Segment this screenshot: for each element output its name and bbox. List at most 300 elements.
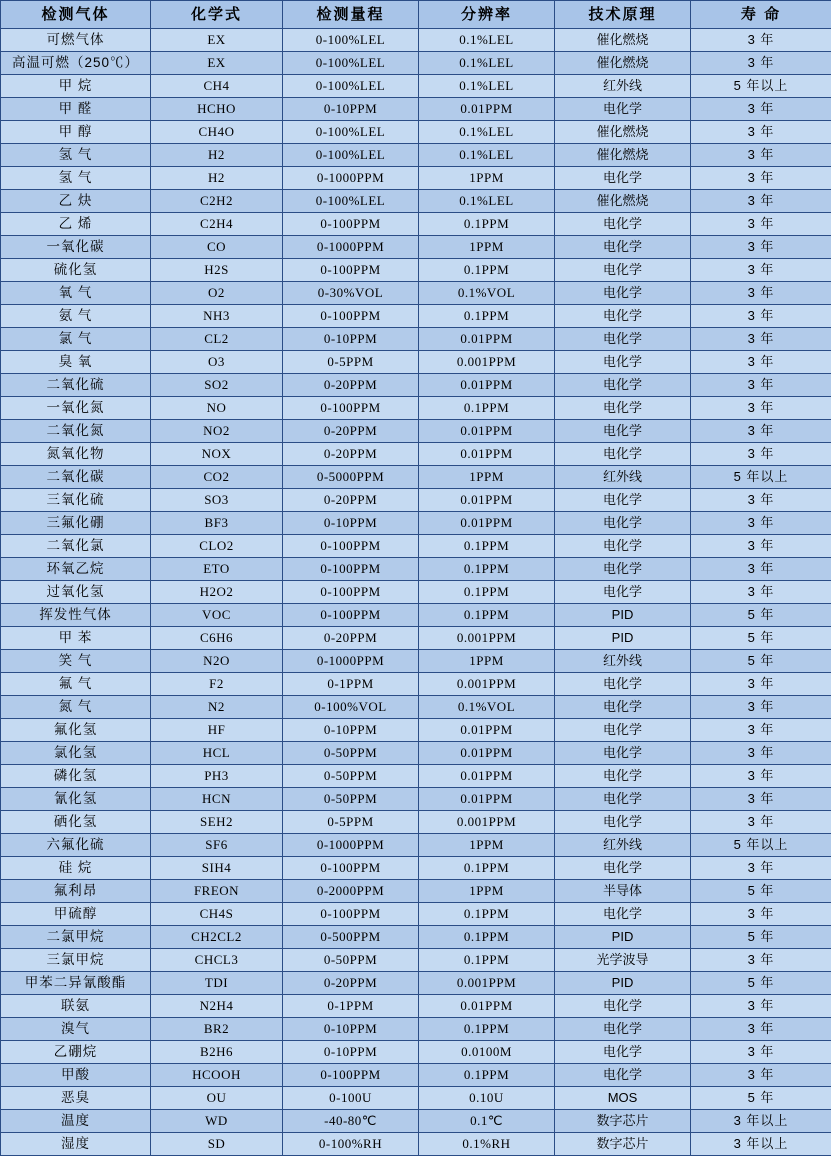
cell-range: 0-5000PPM xyxy=(283,466,419,489)
cell-lifetime: 3 年 xyxy=(691,190,831,213)
cell-principle: 红外线 xyxy=(555,834,691,857)
cell-lifetime: 5 年 xyxy=(691,926,831,949)
cell-formula: O2 xyxy=(151,282,283,305)
cell-range: 0-1000PPM xyxy=(283,650,419,673)
cell-lifetime: 3 年 xyxy=(691,144,831,167)
cell-resolution: 1PPM xyxy=(419,236,555,259)
cell-lifetime: 3 年 xyxy=(691,282,831,305)
cell-lifetime: 3 年 xyxy=(691,236,831,259)
cell-formula: CH4 xyxy=(151,75,283,98)
cell-lifetime: 3 年 xyxy=(691,420,831,443)
cell-principle: 电化学 xyxy=(555,1018,691,1041)
cell-gas: 氮氧化物 xyxy=(1,443,151,466)
cell-lifetime: 3 年 xyxy=(691,29,831,52)
cell-range: 0-1PPM xyxy=(283,673,419,696)
cell-principle: 电化学 xyxy=(555,1041,691,1064)
cell-lifetime: 3 年 xyxy=(691,673,831,696)
cell-lifetime: 3 年 xyxy=(691,351,831,374)
cell-gas: 氮 气 xyxy=(1,696,151,719)
cell-lifetime: 3 年 xyxy=(691,742,831,765)
cell-lifetime: 5 年 xyxy=(691,627,831,650)
cell-lifetime: 3 年 xyxy=(691,98,831,121)
table-row xyxy=(1,397,831,420)
cell-lifetime: 3 年以上 xyxy=(691,1133,831,1156)
cell-resolution: 0.1PPM xyxy=(419,926,555,949)
cell-gas: 一氧化碳 xyxy=(1,236,151,259)
column-header-lifetime: 寿 命 xyxy=(691,1,831,29)
table-row xyxy=(1,811,831,834)
table-row xyxy=(1,1110,831,1133)
cell-range: 0-1000PPM xyxy=(283,167,419,190)
cell-lifetime: 3 年 xyxy=(691,857,831,880)
cell-lifetime: 3 年 xyxy=(691,397,831,420)
cell-formula: H2S xyxy=(151,259,283,282)
cell-lifetime: 3 年 xyxy=(691,167,831,190)
cell-range: 0-100PPM xyxy=(283,604,419,627)
cell-resolution: 0.1%VOL xyxy=(419,282,555,305)
cell-resolution: 0.1PPM xyxy=(419,581,555,604)
cell-range: 0-100%LEL xyxy=(283,144,419,167)
cell-resolution: 0.1PPM xyxy=(419,535,555,558)
cell-gas: 氯 气 xyxy=(1,328,151,351)
cell-principle: PID xyxy=(555,972,691,995)
cell-resolution: 0.001PPM xyxy=(419,972,555,995)
cell-principle: 电化学 xyxy=(555,374,691,397)
cell-formula: F2 xyxy=(151,673,283,696)
cell-formula: VOC xyxy=(151,604,283,627)
column-header-gas: 检测气体 xyxy=(1,1,151,29)
cell-gas: 氟化氢 xyxy=(1,719,151,742)
cell-resolution: 0.01PPM xyxy=(419,719,555,742)
cell-principle: 电化学 xyxy=(555,282,691,305)
cell-lifetime: 3 年 xyxy=(691,52,831,75)
cell-gas: 三氧化硫 xyxy=(1,489,151,512)
cell-range: 0-100PPM xyxy=(283,259,419,282)
cell-resolution: 1PPM xyxy=(419,167,555,190)
cell-formula: EX xyxy=(151,29,283,52)
cell-principle: PID xyxy=(555,604,691,627)
cell-range: 0-20PPM xyxy=(283,489,419,512)
table-row xyxy=(1,535,831,558)
cell-principle: 红外线 xyxy=(555,466,691,489)
cell-resolution: 0.1PPM xyxy=(419,857,555,880)
table-row xyxy=(1,144,831,167)
table-row xyxy=(1,29,831,52)
table-row xyxy=(1,121,831,144)
cell-formula: SIH4 xyxy=(151,857,283,880)
cell-formula: C2H2 xyxy=(151,190,283,213)
cell-range: 0-100PPM xyxy=(283,581,419,604)
cell-principle: 电化学 xyxy=(555,351,691,374)
cell-resolution: 0.1PPM xyxy=(419,903,555,926)
cell-range: 0-1000PPM xyxy=(283,834,419,857)
table-row xyxy=(1,213,831,236)
cell-range: 0-50PPM xyxy=(283,788,419,811)
cell-range: 0-10PPM xyxy=(283,98,419,121)
cell-range: -40-80℃ xyxy=(283,1110,419,1133)
cell-range: 0-100%LEL xyxy=(283,75,419,98)
cell-lifetime: 3 年 xyxy=(691,696,831,719)
cell-formula: SO2 xyxy=(151,374,283,397)
cell-resolution: 0.01PPM xyxy=(419,765,555,788)
cell-gas: 乙 炔 xyxy=(1,190,151,213)
cell-lifetime: 5 年 xyxy=(691,972,831,995)
table-row xyxy=(1,259,831,282)
cell-formula: H2O2 xyxy=(151,581,283,604)
cell-range: 0-5PPM xyxy=(283,351,419,374)
cell-range: 0-50PPM xyxy=(283,742,419,765)
cell-resolution: 0.1℃ xyxy=(419,1110,555,1133)
cell-range: 0-5PPM xyxy=(283,811,419,834)
table-row xyxy=(1,719,831,742)
table-row xyxy=(1,236,831,259)
cell-gas: 甲苯二异氰酸酯 xyxy=(1,972,151,995)
cell-gas: 氟 气 xyxy=(1,673,151,696)
cell-resolution: 0.1%LEL xyxy=(419,121,555,144)
cell-principle: 电化学 xyxy=(555,903,691,926)
cell-range: 0-10PPM xyxy=(283,512,419,535)
cell-lifetime: 3 年 xyxy=(691,535,831,558)
cell-range: 0-20PPM xyxy=(283,420,419,443)
cell-range: 0-1000PPM xyxy=(283,236,419,259)
cell-lifetime: 3 年 xyxy=(691,328,831,351)
cell-formula: CL2 xyxy=(151,328,283,351)
cell-gas: 二氧化碳 xyxy=(1,466,151,489)
table-row xyxy=(1,374,831,397)
table-row xyxy=(1,627,831,650)
cell-formula: HCN xyxy=(151,788,283,811)
table-row xyxy=(1,673,831,696)
cell-formula: PH3 xyxy=(151,765,283,788)
cell-principle: 电化学 xyxy=(555,535,691,558)
cell-gas: 甲 醛 xyxy=(1,98,151,121)
cell-lifetime: 3 年 xyxy=(691,1064,831,1087)
cell-resolution: 0.01PPM xyxy=(419,328,555,351)
cell-resolution: 0.1%VOL xyxy=(419,696,555,719)
cell-principle: 催化燃烧 xyxy=(555,144,691,167)
cell-resolution: 0.1%LEL xyxy=(419,29,555,52)
cell-resolution: 0.1PPM xyxy=(419,1064,555,1087)
cell-gas: 可燃气体 xyxy=(1,29,151,52)
cell-formula: NO2 xyxy=(151,420,283,443)
cell-gas: 三氯甲烷 xyxy=(1,949,151,972)
cell-lifetime: 3 年 xyxy=(691,558,831,581)
cell-resolution: 0.1%LEL xyxy=(419,190,555,213)
cell-gas: 氧 气 xyxy=(1,282,151,305)
cell-gas: 臭 氧 xyxy=(1,351,151,374)
cell-gas: 二氯甲烷 xyxy=(1,926,151,949)
table-row xyxy=(1,420,831,443)
cell-lifetime: 3 年 xyxy=(691,903,831,926)
table-row xyxy=(1,512,831,535)
cell-resolution: 0.01PPM xyxy=(419,98,555,121)
cell-gas: 甲 烷 xyxy=(1,75,151,98)
table-row xyxy=(1,581,831,604)
cell-resolution: 1PPM xyxy=(419,466,555,489)
cell-range: 0-100PPM xyxy=(283,857,419,880)
column-header-formula: 化学式 xyxy=(151,1,283,29)
table-row xyxy=(1,1087,831,1110)
table-row xyxy=(1,489,831,512)
cell-range: 0-100PPM xyxy=(283,305,419,328)
cell-range: 0-500PPM xyxy=(283,926,419,949)
cell-gas: 乙 烯 xyxy=(1,213,151,236)
cell-resolution: 0.1PPM xyxy=(419,604,555,627)
cell-formula: SO3 xyxy=(151,489,283,512)
table-row xyxy=(1,788,831,811)
cell-formula: B2H6 xyxy=(151,1041,283,1064)
cell-gas: 氟利昂 xyxy=(1,880,151,903)
cell-formula: WD xyxy=(151,1110,283,1133)
table-row xyxy=(1,52,831,75)
cell-gas: 氢 气 xyxy=(1,167,151,190)
cell-resolution: 0.1%RH xyxy=(419,1133,555,1156)
cell-principle: PID xyxy=(555,926,691,949)
cell-range: 0-1PPM xyxy=(283,995,419,1018)
cell-range: 0-50PPM xyxy=(283,765,419,788)
cell-lifetime: 3 年 xyxy=(691,443,831,466)
cell-lifetime: 5 年以上 xyxy=(691,834,831,857)
cell-lifetime: 5 年以上 xyxy=(691,466,831,489)
cell-formula: ETO xyxy=(151,558,283,581)
cell-gas: 氯化氢 xyxy=(1,742,151,765)
cell-gas: 挥发性气体 xyxy=(1,604,151,627)
cell-principle: 电化学 xyxy=(555,443,691,466)
cell-formula: FREON xyxy=(151,880,283,903)
cell-lifetime: 3 年 xyxy=(691,121,831,144)
cell-resolution: 0.1PPM xyxy=(419,949,555,972)
cell-gas: 二氧化氮 xyxy=(1,420,151,443)
cell-principle: 电化学 xyxy=(555,512,691,535)
cell-resolution: 0.01PPM xyxy=(419,443,555,466)
cell-resolution: 0.1%LEL xyxy=(419,75,555,98)
cell-principle: 电化学 xyxy=(555,696,691,719)
cell-principle: 电化学 xyxy=(555,489,691,512)
cell-range: 0-20PPM xyxy=(283,443,419,466)
cell-lifetime: 3 年 xyxy=(691,1041,831,1064)
table-row xyxy=(1,650,831,673)
table-row xyxy=(1,351,831,374)
cell-principle: 电化学 xyxy=(555,673,691,696)
table-row xyxy=(1,305,831,328)
table-row xyxy=(1,1064,831,1087)
cell-formula: H2 xyxy=(151,167,283,190)
cell-principle: 电化学 xyxy=(555,98,691,121)
cell-lifetime: 5 年 xyxy=(691,1087,831,1110)
cell-resolution: 0.01PPM xyxy=(419,489,555,512)
cell-gas: 硅 烷 xyxy=(1,857,151,880)
table-row xyxy=(1,466,831,489)
cell-gas: 湿度 xyxy=(1,1133,151,1156)
cell-resolution: 0.01PPM xyxy=(419,995,555,1018)
cell-formula: HCOOH xyxy=(151,1064,283,1087)
cell-gas: 过氧化氢 xyxy=(1,581,151,604)
cell-range: 0-10PPM xyxy=(283,1041,419,1064)
cell-resolution: 0.1PPM xyxy=(419,305,555,328)
cell-lifetime: 3 年以上 xyxy=(691,1110,831,1133)
cell-formula: NOX xyxy=(151,443,283,466)
cell-principle: 电化学 xyxy=(555,765,691,788)
cell-lifetime: 5 年 xyxy=(691,604,831,627)
cell-principle: 电化学 xyxy=(555,259,691,282)
cell-formula: HCHO xyxy=(151,98,283,121)
cell-lifetime: 3 年 xyxy=(691,512,831,535)
cell-gas: 环氧乙烷 xyxy=(1,558,151,581)
cell-principle: 红外线 xyxy=(555,650,691,673)
cell-range: 0-100PPM xyxy=(283,903,419,926)
cell-gas: 甲酸 xyxy=(1,1064,151,1087)
cell-lifetime: 3 年 xyxy=(691,995,831,1018)
cell-gas: 一氧化氮 xyxy=(1,397,151,420)
cell-range: 0-50PPM xyxy=(283,949,419,972)
cell-principle: 电化学 xyxy=(555,328,691,351)
header-row xyxy=(1,1,831,29)
table-row xyxy=(1,1133,831,1156)
cell-gas: 氰化氢 xyxy=(1,788,151,811)
cell-formula: CH4O xyxy=(151,121,283,144)
cell-resolution: 0.1PPM xyxy=(419,558,555,581)
cell-resolution: 0.10U xyxy=(419,1087,555,1110)
table-row xyxy=(1,604,831,627)
table-row xyxy=(1,328,831,351)
cell-resolution: 1PPM xyxy=(419,650,555,673)
cell-lifetime: 3 年 xyxy=(691,765,831,788)
cell-principle: 催化燃烧 xyxy=(555,121,691,144)
cell-range: 0-10PPM xyxy=(283,1018,419,1041)
cell-gas: 温度 xyxy=(1,1110,151,1133)
cell-range: 0-100%LEL xyxy=(283,52,419,75)
cell-principle: MOS xyxy=(555,1087,691,1110)
table-row xyxy=(1,696,831,719)
cell-gas: 氢 气 xyxy=(1,144,151,167)
cell-lifetime: 3 年 xyxy=(691,213,831,236)
cell-gas: 甲硫醇 xyxy=(1,903,151,926)
cell-formula: OU xyxy=(151,1087,283,1110)
cell-resolution: 0.1PPM xyxy=(419,397,555,420)
cell-lifetime: 3 年 xyxy=(691,305,831,328)
cell-principle: 催化燃烧 xyxy=(555,29,691,52)
cell-formula: CH2CL2 xyxy=(151,926,283,949)
cell-formula: O3 xyxy=(151,351,283,374)
cell-resolution: 0.1%LEL xyxy=(419,52,555,75)
cell-formula: SD xyxy=(151,1133,283,1156)
cell-formula: C2H4 xyxy=(151,213,283,236)
cell-gas: 笑 气 xyxy=(1,650,151,673)
cell-formula: N2O xyxy=(151,650,283,673)
cell-gas: 甲 苯 xyxy=(1,627,151,650)
cell-principle: 催化燃烧 xyxy=(555,190,691,213)
cell-gas: 乙硼烷 xyxy=(1,1041,151,1064)
cell-resolution: 0.01PPM xyxy=(419,420,555,443)
table-row xyxy=(1,1018,831,1041)
cell-gas: 高温可燃（250℃） xyxy=(1,52,151,75)
cell-range: 0-30%VOL xyxy=(283,282,419,305)
cell-formula: N2 xyxy=(151,696,283,719)
cell-principle: 数字芯片 xyxy=(555,1133,691,1156)
cell-gas: 二氧化硫 xyxy=(1,374,151,397)
column-header-principle: 技术原理 xyxy=(555,1,691,29)
cell-gas: 氨 气 xyxy=(1,305,151,328)
cell-gas: 三氟化硼 xyxy=(1,512,151,535)
cell-resolution: 0.01PPM xyxy=(419,374,555,397)
cell-lifetime: 5 年以上 xyxy=(691,75,831,98)
table-row xyxy=(1,742,831,765)
cell-formula: TDI xyxy=(151,972,283,995)
cell-gas: 硫化氢 xyxy=(1,259,151,282)
cell-formula: HCL xyxy=(151,742,283,765)
cell-resolution: 0.1PPM xyxy=(419,259,555,282)
cell-formula: CO xyxy=(151,236,283,259)
cell-range: 0-100%RH xyxy=(283,1133,419,1156)
cell-range: 0-20PPM xyxy=(283,972,419,995)
cell-range: 0-100PPM xyxy=(283,535,419,558)
cell-principle: 电化学 xyxy=(555,788,691,811)
cell-formula: HF xyxy=(151,719,283,742)
cell-principle: 电化学 xyxy=(555,397,691,420)
cell-principle: 电化学 xyxy=(555,420,691,443)
table-row xyxy=(1,282,831,305)
column-header-resolution: 分辨率 xyxy=(419,1,555,29)
cell-formula: CHCL3 xyxy=(151,949,283,972)
cell-lifetime: 3 年 xyxy=(691,719,831,742)
cell-formula: NO xyxy=(151,397,283,420)
cell-lifetime: 5 年 xyxy=(691,650,831,673)
cell-range: 0-100PPM xyxy=(283,1064,419,1087)
cell-resolution: 0.01PPM xyxy=(419,788,555,811)
cell-gas: 磷化氢 xyxy=(1,765,151,788)
table-row xyxy=(1,972,831,995)
cell-lifetime: 3 年 xyxy=(691,489,831,512)
cell-range: 0-20PPM xyxy=(283,374,419,397)
cell-lifetime: 5 年 xyxy=(691,880,831,903)
cell-principle: 电化学 xyxy=(555,811,691,834)
cell-resolution: 1PPM xyxy=(419,880,555,903)
table-row xyxy=(1,880,831,903)
cell-gas: 甲 醇 xyxy=(1,121,151,144)
cell-lifetime: 3 年 xyxy=(691,788,831,811)
cell-gas: 二氧化氯 xyxy=(1,535,151,558)
cell-principle: 电化学 xyxy=(555,995,691,1018)
cell-range: 0-2000PPM xyxy=(283,880,419,903)
cell-resolution: 1PPM xyxy=(419,834,555,857)
cell-resolution: 0.001PPM xyxy=(419,673,555,696)
cell-formula: SEH2 xyxy=(151,811,283,834)
cell-gas: 六氟化硫 xyxy=(1,834,151,857)
cell-gas: 硒化氢 xyxy=(1,811,151,834)
table-row xyxy=(1,1041,831,1064)
cell-resolution: 0.001PPM xyxy=(419,811,555,834)
cell-lifetime: 3 年 xyxy=(691,811,831,834)
table-row xyxy=(1,443,831,466)
cell-range: 0-10PPM xyxy=(283,719,419,742)
table-header xyxy=(1,1,831,29)
cell-principle: 电化学 xyxy=(555,558,691,581)
cell-resolution: 0.01PPM xyxy=(419,742,555,765)
cell-principle: 电化学 xyxy=(555,1064,691,1087)
cell-formula: C6H6 xyxy=(151,627,283,650)
cell-principle: PID xyxy=(555,627,691,650)
table-row xyxy=(1,926,831,949)
cell-formula: CH4S xyxy=(151,903,283,926)
table-row xyxy=(1,857,831,880)
cell-principle: 半导体 xyxy=(555,880,691,903)
cell-principle: 电化学 xyxy=(555,857,691,880)
cell-principle: 数字芯片 xyxy=(555,1110,691,1133)
cell-range: 0-100%LEL xyxy=(283,121,419,144)
cell-principle: 催化燃烧 xyxy=(555,52,691,75)
cell-formula: NH3 xyxy=(151,305,283,328)
cell-formula: SF6 xyxy=(151,834,283,857)
